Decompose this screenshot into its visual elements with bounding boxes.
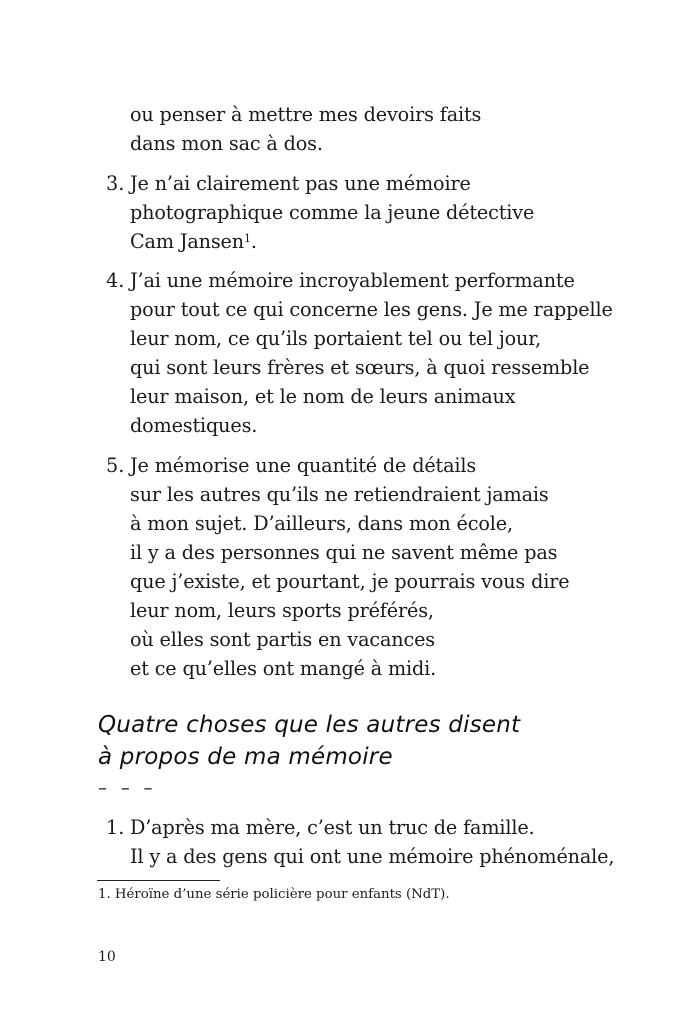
- footnote: 1. Héroïne d’une série policière pour enfants (NdT).: [98, 887, 450, 902]
- text-line: [130, 227, 257, 256]
- footnote-reference: 1: [243, 232, 251, 245]
- text-line: dans mon sac à dos.: [130, 132, 323, 155]
- text-line: et ce qu’elles ont mangé à midi.: [130, 657, 437, 680]
- text-line: pour tout ce qui concerne les gens. Je me rappelle: [130, 298, 613, 321]
- list-number: 3.: [106, 172, 125, 195]
- section-heading-line: à propos de ma mémoire: [98, 744, 393, 770]
- text-line: domestiques.: [130, 414, 258, 437]
- text-line: Je n’ai clairement pas une mémoire: [130, 172, 471, 195]
- footnote-rule: [97, 880, 220, 881]
- text-line: il y a des personnes qui ne savent même pas: [130, 541, 558, 564]
- text-line: à mon sujet. D’ailleurs, dans mon école,: [130, 512, 513, 535]
- text-line: photographique comme la jeune détective: [130, 201, 535, 224]
- text-line: leur maison, et le nom de leurs animaux: [130, 385, 516, 408]
- text-line: Il y a des gens qui ont une mémoire phénoménale,: [130, 845, 615, 868]
- section-heading-line: Quatre choses que les autres disent: [98, 712, 521, 738]
- text-line: qui sont leurs frères et sœurs, à quoi ressemble: [130, 356, 590, 379]
- text-line: J’ai une mémoire incroyablement performante: [130, 269, 575, 292]
- list-number: 4.: [106, 269, 125, 292]
- text-segment: Cam Jansen: [130, 230, 244, 253]
- text-line: sur les autres qu’ils ne retiendraient jamais: [130, 483, 549, 506]
- text-line: que j’existe, et pourtant, je pourrais vous dire: [130, 570, 570, 593]
- list-number: 1.: [106, 816, 125, 839]
- text-line: leur nom, ce qu’ils portaient tel ou tel jour,: [130, 327, 542, 350]
- text-segment: .: [250, 230, 257, 253]
- heading-dashes: – – –: [98, 778, 157, 799]
- text-line: D’après ma mère, c’est un truc de famille.: [130, 816, 535, 839]
- page-number: 10: [98, 949, 116, 965]
- text-line: ou penser à mettre mes devoirs faits: [130, 103, 482, 126]
- list-number: 5.: [106, 454, 125, 477]
- text-line: Je mémorise une quantité de détails: [130, 454, 477, 477]
- text-line: où elles sont partis en vacances: [130, 628, 435, 651]
- text-line: leur nom, leurs sports préférés,: [130, 599, 434, 622]
